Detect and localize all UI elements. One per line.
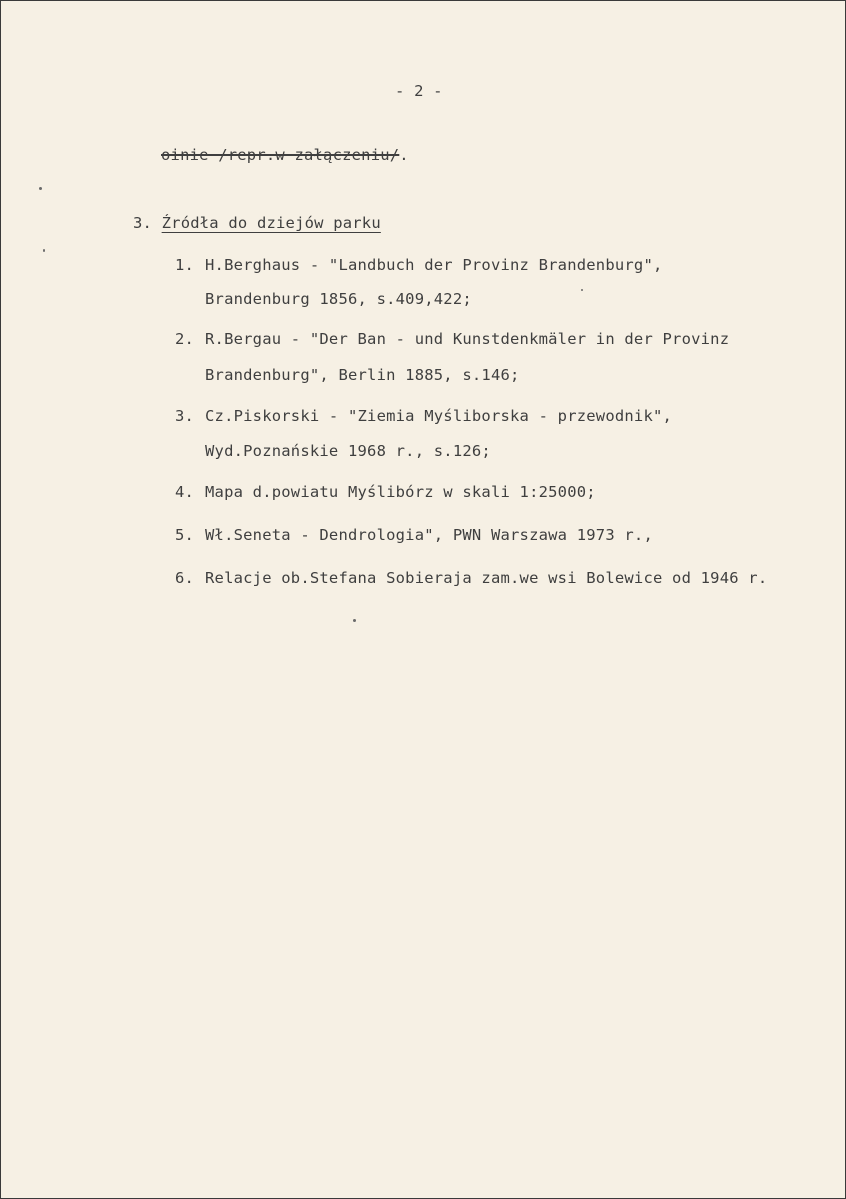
list-item-5 bbox=[175, 525, 653, 545]
section-heading bbox=[133, 213, 381, 233]
paper-speck bbox=[43, 249, 45, 252]
list-item-number: 5. bbox=[175, 526, 195, 544]
list-item-1-continuation bbox=[175, 289, 472, 309]
paper-speck bbox=[353, 619, 356, 622]
list-item-text: R.Bergau - "Der Ban - und Kunstdenkmäler in der Provinz bbox=[205, 330, 730, 348]
struck-text: oinie /repr.w załączeniu/ bbox=[161, 146, 400, 164]
list-item-6 bbox=[175, 568, 767, 588]
list-item-number: 6. bbox=[175, 569, 195, 587]
list-item-text: H.Berghaus - "Landbuch der Provinz Brandenburg", bbox=[205, 256, 663, 274]
list-item-text: Relacje ob.Stefana Sobieraja zam.we wsi Bolewice od 1946 r. bbox=[205, 569, 768, 587]
struck-line-end: . bbox=[399, 146, 409, 164]
list-item-text: Wyd.Poznańskie 1968 r., s.126; bbox=[205, 442, 491, 460]
section-number: 3. bbox=[133, 214, 153, 232]
list-item-text: Wł.Seneta - Dendrologia", PWN Warszawa 1973 r., bbox=[205, 526, 653, 544]
list-item-text: Cz.Piskorski - "Ziemia Myśliborska - przewodnik", bbox=[205, 407, 673, 425]
list-item-4 bbox=[175, 482, 596, 502]
list-item-3-continuation bbox=[175, 441, 491, 461]
section-title: Źródła do dziejów parku bbox=[161, 214, 381, 232]
list-item-number: 4. bbox=[175, 483, 195, 501]
list-item-3 bbox=[175, 406, 672, 426]
list-item-1 bbox=[175, 255, 663, 275]
list-item-number: 2. bbox=[175, 330, 195, 348]
list-item-2 bbox=[175, 329, 729, 349]
list-item-text: Mapa d.powiatu Myślibórz w skali 1:25000; bbox=[205, 483, 596, 501]
list-item-number: 1. bbox=[175, 256, 195, 274]
list-item-text: Brandenburg 1856, s.409,422; bbox=[205, 290, 472, 308]
list-item-2-continuation bbox=[175, 365, 520, 385]
page-number: - 2 - bbox=[395, 82, 443, 100]
paper-speck bbox=[39, 187, 42, 190]
list-item-number: 3. bbox=[175, 407, 195, 425]
struck-through-line bbox=[161, 145, 409, 165]
list-item-text: Brandenburg", Berlin 1885, s.146; bbox=[205, 366, 520, 384]
paper-speck bbox=[581, 289, 583, 291]
